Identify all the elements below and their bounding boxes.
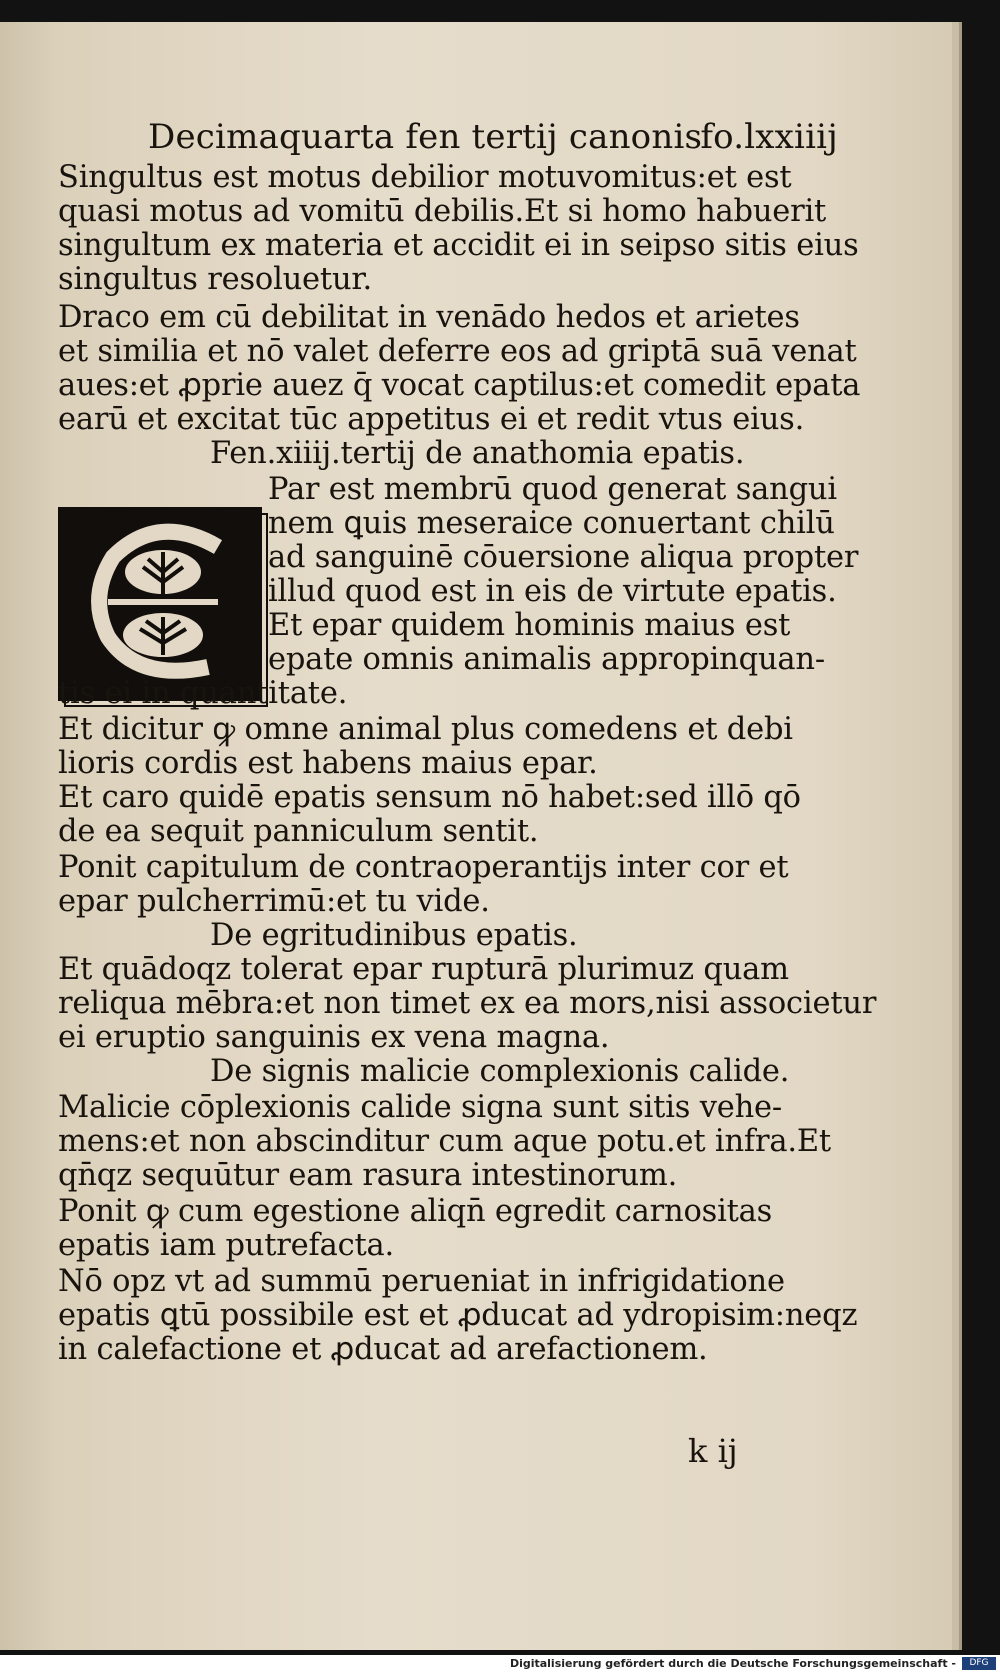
text-line: illud quod est in eis de virtute epatis. xyxy=(268,574,837,609)
text-line: ad sanguinē cōuersione aliqua propter xyxy=(268,540,859,575)
text-line: in calefactione et ꝓducat ad arefactionem. xyxy=(58,1332,708,1367)
text-line: epar pulcherrimū:et tu vide. xyxy=(58,884,490,919)
text-line: Draco em cū debilitat in venādo hedos et arietes xyxy=(58,300,800,335)
header-title: Decimaquarta fen tertij canonis xyxy=(148,117,703,157)
text-line: singultus resoluetur. xyxy=(58,262,372,297)
text-line: Et caro quidē epatis sensum nō habet:sed illō qō xyxy=(58,780,801,815)
text-line: aues:et ꝓprie auez q̄ vocat captilus:et comedit epata xyxy=(58,368,861,403)
text-line: mens:et non abscinditur cum aque potu.et infra.Et xyxy=(58,1124,831,1159)
text-line: Ponit capitulum de contraoperantijs inter cor et xyxy=(58,850,789,885)
text-line: Ponit ꝙ cum egestione aliqn̄ egredit carnositas xyxy=(58,1194,773,1229)
footer-credit-text: Digitalisierung gefördert durch die Deutsche Forschungsgemeinschaft - xyxy=(509,1657,956,1670)
text-line: Et epar quidem hominis maius est xyxy=(268,608,791,643)
text-line: Nō opz vt ad summū perueniat in infrigidatione xyxy=(58,1264,785,1299)
section-heading: De signis malicie complexionis calide. xyxy=(210,1054,790,1089)
section-heading: Fen.xiiij.tertij de anathomia epatis. xyxy=(210,436,745,471)
text-line: quasi motus ad vomitū debilis.Et si homo habuerit xyxy=(58,194,827,229)
folio-number: fo.lxxiiij xyxy=(700,117,838,157)
text-line: singultum ex materia et accidit ei in seipso sitis eius xyxy=(58,228,859,263)
text-line: qn̄qz sequūtur eam rasura intestinorum. xyxy=(58,1158,678,1193)
text-line: reliqua mēbra:et non timet ex ea mors,nisi associetur xyxy=(58,986,877,1021)
text-line: epate omnis animalis appropinquan- xyxy=(268,642,825,677)
text-line: Par est membrū quod generat sangui xyxy=(268,472,837,507)
section-heading: De egritudinibus epatis. xyxy=(210,918,578,953)
text-line: Singultus est motus debilior motuvomitus:et est xyxy=(58,160,792,195)
text-line: epatis ꝗtū possibile est et ꝓducat ad ydropisim:neqz xyxy=(58,1298,858,1333)
text-line: de ea sequit panniculum sentit. xyxy=(58,814,539,849)
dfg-logo: DFG xyxy=(962,1657,996,1670)
text-line: tis ei in quantitate. xyxy=(58,676,348,711)
initial-leaf-ornament-icon xyxy=(68,517,248,687)
decorated-initial-e xyxy=(58,507,262,701)
book-page xyxy=(0,22,962,1650)
text-line: et similia et nō valet deferre eos ad griptā suā venat xyxy=(58,334,857,369)
text-line: ei eruptio sanguinis ex vena magna. xyxy=(58,1020,610,1055)
signature-mark: k ij xyxy=(688,1432,738,1470)
text-line: Et dicitur ꝙ omne animal plus comedens et debi xyxy=(58,712,793,747)
text-line: earū et excitat tūc appetitus ei et redit vtus eius. xyxy=(58,402,805,437)
digitization-footer xyxy=(0,1655,1000,1672)
text-line: Malicie cōplexionis calide signa sunt sitis vehe- xyxy=(58,1090,782,1125)
text-line: epatis iam putrefacta. xyxy=(58,1228,395,1263)
text-line: nem ꝗuis meseraice conuertant chilū xyxy=(268,506,835,541)
text-line: lioris cordis est habens maius epar. xyxy=(58,746,598,781)
text-line: Et quādoqz tolerat epar rupturā plurimuz quam xyxy=(58,952,789,987)
